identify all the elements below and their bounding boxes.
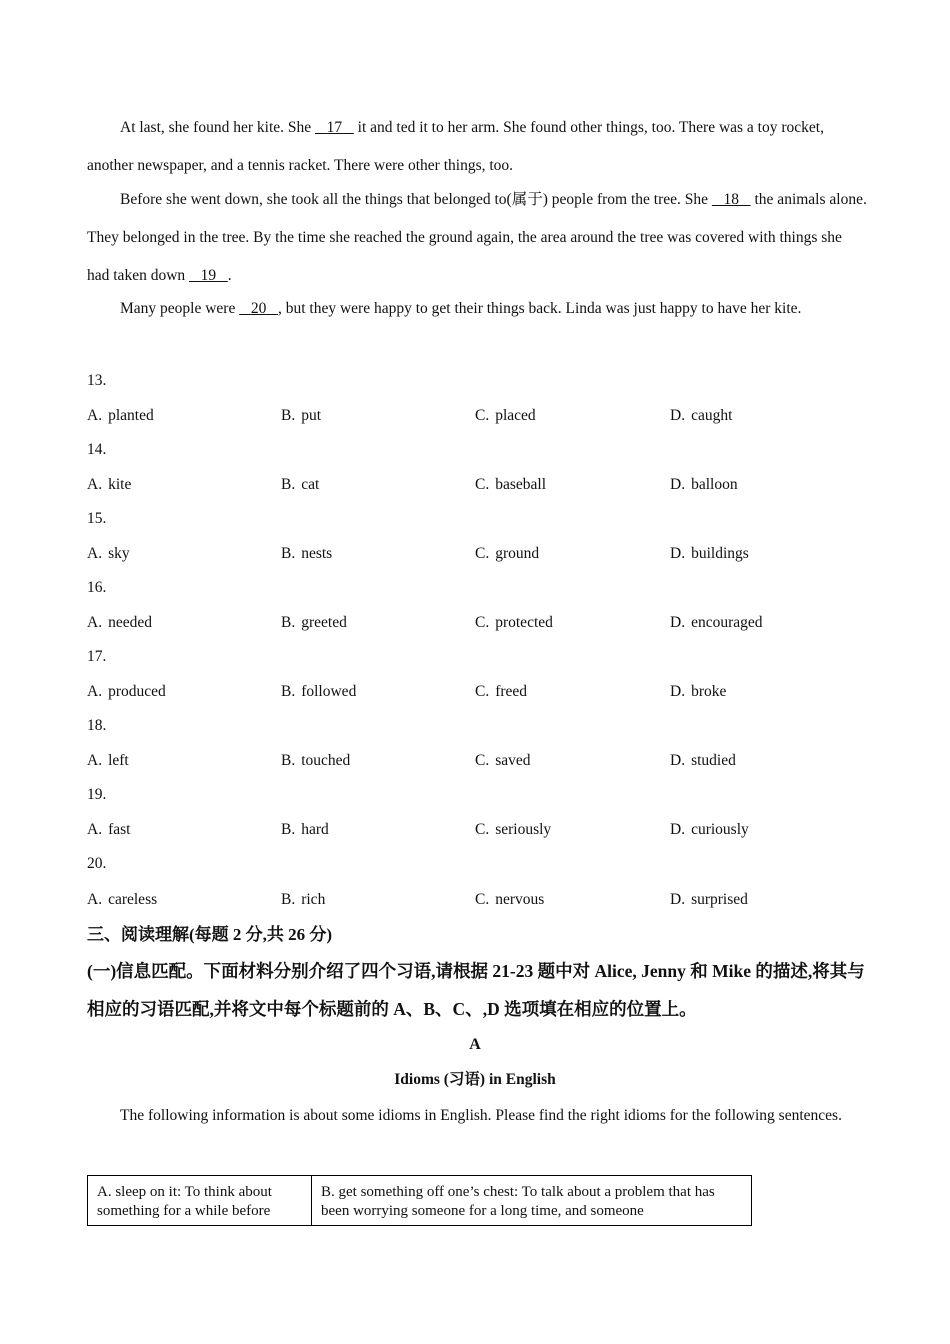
idiom-cell-a: A. sleep on it: To think about something for a while before [88, 1176, 312, 1225]
option-a[interactable]: A. kite [87, 476, 132, 493]
section-instruction: (一)信息匹配。下面材料分别介绍了四个习语,请根据 21-23 题中对 Alice, Jenny 和 Mike 的描述,将其与相应的习语匹配,并将文中每个标题前的 A、B、C、,D 选项填在相应的位置上。 [87, 961, 865, 1019]
question-number: 14. [87, 441, 107, 458]
options-row [87, 890, 867, 910]
blank-17: 17 [326, 119, 343, 136]
option-b[interactable]: B. followed [281, 683, 357, 700]
question-number: 13. [87, 372, 107, 389]
options-row [87, 613, 867, 633]
option-d[interactable]: D. caught [670, 407, 733, 424]
question-number: 15. [87, 510, 107, 527]
options-row [87, 544, 867, 564]
blank-19: 19 [200, 267, 217, 284]
option-d[interactable]: D. curiously [670, 821, 749, 838]
option-c[interactable]: C. nervous [475, 891, 545, 908]
option-c[interactable]: C. ground [475, 545, 540, 562]
part-label: A [469, 1036, 481, 1053]
option-b[interactable]: B. put [281, 407, 322, 424]
option-c[interactable]: C. placed [475, 407, 536, 424]
option-d[interactable]: D. surprised [670, 891, 748, 908]
option-d[interactable]: D. broke [670, 683, 727, 700]
idiom-table [87, 1175, 752, 1226]
question-number: 19. [87, 786, 107, 803]
question-number: 17. [87, 648, 107, 665]
passage-paragraph-2: Before she went down, she took all the things that belonged to(属于) people from the tree. She 18 the animals alone. They belonged in the tree. By the time she reached the ground again, the area around the tree was covered with things she had taken down 19 . [87, 191, 867, 284]
option-a[interactable]: A. needed [87, 614, 152, 631]
option-c[interactable]: C. protected [475, 614, 553, 631]
option-b[interactable]: B. rich [281, 891, 326, 908]
article-title: Idioms (习语) in English [394, 1071, 556, 1088]
option-a[interactable]: A. planted [87, 407, 154, 424]
option-a[interactable]: A. fast [87, 821, 131, 838]
question-number: 18. [87, 717, 107, 734]
option-a[interactable]: A. sky [87, 545, 130, 562]
options-row [87, 682, 867, 702]
option-a[interactable]: A. produced [87, 683, 166, 700]
option-d[interactable]: D. buildings [670, 545, 749, 562]
option-a[interactable]: A. left [87, 752, 129, 769]
options-row [87, 475, 867, 495]
option-c[interactable]: C. baseball [475, 476, 547, 493]
option-b[interactable]: B. cat [281, 476, 320, 493]
option-a[interactable]: A. careless [87, 891, 158, 908]
passage-paragraph-1: At last, she found her kite. She 17 it and ted it to her arm. She found other things, too. There was a toy rocket, another newspaper, and a tennis racket. There were other things, too. [87, 119, 824, 174]
options-row [87, 820, 867, 840]
option-c[interactable]: C. saved [475, 752, 531, 769]
option-d[interactable]: D. encouraged [670, 614, 763, 631]
idiom-cell-b: B. get something off one’s chest: To talk about a problem that has been worrying someone for a long time, and someone [321, 1184, 715, 1219]
article-intro: The following information is about some idioms in English. Please find the right idioms for the following sentences. [120, 1107, 842, 1124]
option-b[interactable]: B. nests [281, 545, 333, 562]
passage-paragraph-3: Many people were 20 , but they were happy to get their things back. Linda was just happy to have her kite. [120, 300, 802, 317]
option-b[interactable]: B. touched [281, 752, 351, 769]
question-number: 20. [87, 855, 107, 872]
option-c[interactable]: C. seriously [475, 821, 552, 838]
options-row [87, 751, 867, 771]
option-d[interactable]: D. balloon [670, 476, 738, 493]
option-d[interactable]: D. studied [670, 752, 736, 769]
option-b[interactable]: B. hard [281, 821, 329, 838]
options-row [87, 406, 867, 426]
blank-20: 20 [250, 300, 267, 317]
option-b[interactable]: B. greeted [281, 614, 347, 631]
question-number: 16. [87, 579, 107, 596]
blank-18: 18 [723, 191, 739, 208]
option-c[interactable]: C. freed [475, 683, 528, 700]
section-title: 三、阅读理解(每题 2 分,共 26 分) [87, 925, 333, 944]
